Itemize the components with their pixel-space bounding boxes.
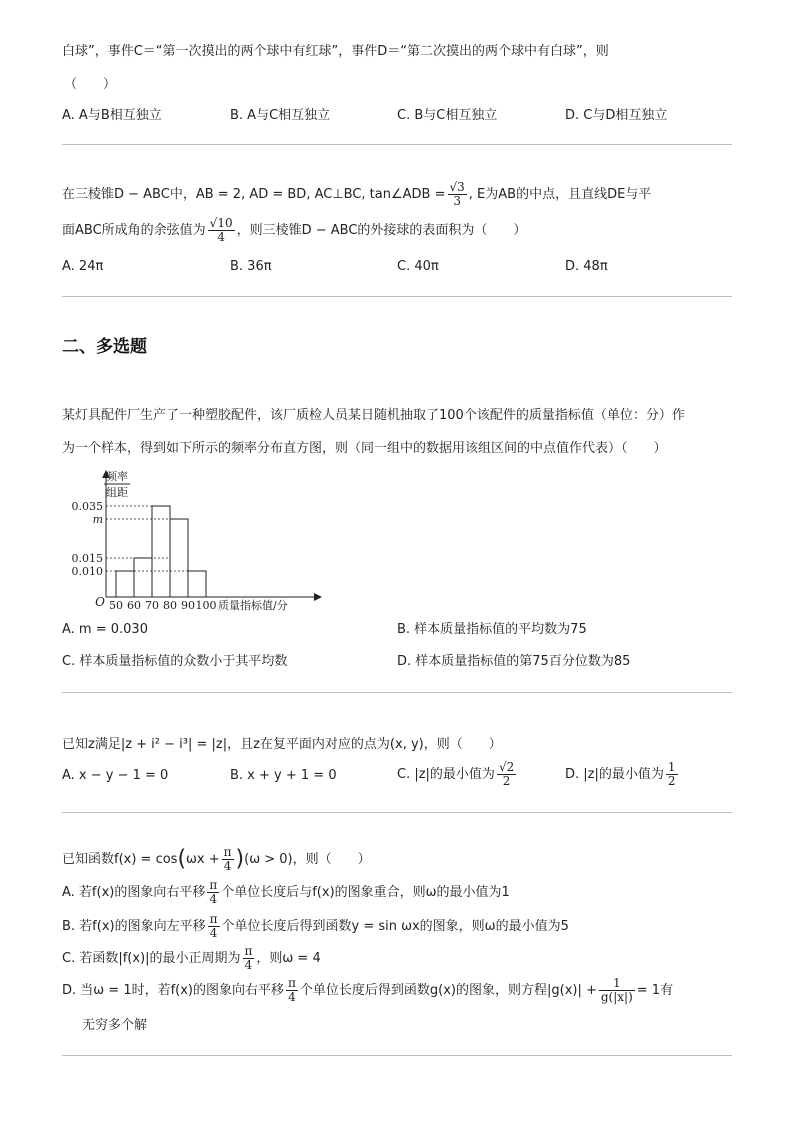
y-tick-label: 0.010: [71, 565, 103, 578]
fraction-denominator: 4: [209, 892, 218, 906]
q2-line2-text-b: ，则三棱锥D − ABC的外接球的表面积为（ ）: [236, 223, 527, 238]
q4-option-c: [397, 761, 518, 788]
q3-option-b: B. 样本质量指标值的平均数为75: [397, 622, 587, 637]
x-tick-label: 50: [109, 599, 123, 612]
pi-over-4-fraction: [243, 945, 255, 972]
x-tick-label: 90: [181, 599, 195, 612]
q4-option-d: [565, 761, 680, 788]
y-label-bottom: 组距: [106, 486, 128, 499]
fraction-numerator: 1: [599, 977, 635, 991]
y-label-top: 频率: [106, 470, 128, 483]
x-tick-label: 80: [163, 599, 177, 612]
q2-line1: [62, 181, 651, 208]
x-tick-label: 70: [145, 599, 159, 612]
fraction-denominator: g(|x|): [600, 990, 633, 1004]
q2-line2: [62, 217, 526, 244]
q3-option-a: A. m = 0.030: [62, 622, 148, 637]
q5-option-b: [62, 913, 569, 940]
q5-option-d-text-2: 个单位长度后得到函数g(x)的图象，则方程|g(x)| +: [299, 983, 597, 998]
q1-option-a: A. A与B相互独立: [62, 108, 162, 123]
q5-option-c-text-1: C. 若函数|f(x)|的最小正周期为: [62, 951, 241, 966]
histogram-bar: [170, 519, 188, 597]
fraction-denominator: 4: [209, 926, 218, 940]
q4-option-a: A. x − y − 1 = 0: [62, 768, 169, 783]
divider: [62, 812, 732, 813]
q1-option-b: B. A与C相互独立: [230, 108, 331, 123]
q2-line2-text-a: 面ABC所成角的余弦值为: [62, 223, 206, 238]
fraction-numerator: √2: [498, 760, 515, 774]
section-title: 二、多选题: [62, 337, 147, 357]
frequency-histogram: [71, 466, 330, 616]
q1-paren: （ ）: [64, 77, 117, 92]
right-paren: ): [235, 846, 245, 872]
q2-option-b: B. 36π: [230, 259, 272, 274]
q5-option-d: [62, 977, 673, 1004]
x-axis-label: 质量指标值/分: [218, 599, 288, 612]
q5-stem-inner: ωx +: [186, 852, 220, 867]
q5-option-d-text-3: = 1有: [636, 983, 674, 998]
histogram-bar: [152, 506, 170, 597]
fraction-numerator: √10: [209, 216, 233, 230]
q3-line1: 某灯具配件厂生产了一种塑胶配件，该厂质检人员某日随机抽取了100个该配件的质量指标值（单位：分）作: [62, 408, 685, 423]
q5-option-d-line2: 无穷多个解: [82, 1018, 148, 1033]
q2-option-c: C. 40π: [397, 259, 439, 274]
q5-option-c-text-2: ，则ω = 4: [256, 951, 321, 966]
pi-over-4-fraction: [208, 913, 220, 940]
divider: [62, 144, 732, 145]
q2-fraction-sqrt10-over-4: [208, 217, 235, 244]
q1-stem: 白球”，事件C＝“第一次摸出的两个球中有红球”，事件D＝“第二次摸出的两个球中有白球”，则: [62, 44, 609, 59]
fraction-denominator: 2: [502, 774, 511, 788]
fraction-numerator: π: [209, 878, 218, 892]
pi-over-4-fraction: [286, 977, 298, 1004]
q3-line2: 为一个样本，得到如下所示的频率分布直方图，则（同一组中的数据用该组区间的中点值作代表）（ ）: [62, 441, 667, 456]
q4-option-d-text: D. |z|的最小值为: [565, 767, 664, 782]
left-paren: (: [177, 846, 187, 872]
x-tick-label: 60: [127, 599, 141, 612]
divider: [62, 1055, 732, 1056]
divider: [62, 692, 732, 693]
q4-fraction-sqrt2-over-2: [497, 761, 516, 788]
histogram-bar: [134, 558, 152, 597]
q1-option-c: C. B与C相互独立: [397, 108, 498, 123]
fraction-numerator: √3: [449, 180, 465, 194]
fraction-numerator: 1: [667, 760, 676, 774]
q4-option-c-text: C. |z|的最小值为: [397, 767, 495, 782]
fraction-numerator: π: [223, 845, 232, 859]
q5-stem: [62, 846, 371, 873]
one-over-g-fraction: [599, 977, 635, 1004]
q5-option-a-text-1: A. 若f(x)的图象向右平移: [62, 885, 206, 900]
q2-option-a: A. 24π: [62, 259, 104, 274]
fraction-numerator: π: [209, 912, 218, 926]
fraction-denominator: 3: [453, 194, 461, 208]
y-tick-label: 0.035: [71, 500, 103, 513]
y-tick-label: 0.015: [71, 552, 103, 565]
q5-option-b-text-1: B. 若f(x)的图象向左平移: [62, 919, 206, 934]
x-tick-label: 100: [195, 599, 217, 612]
fraction-denominator: 4: [244, 958, 253, 972]
y-tick-label: m: [92, 513, 103, 526]
q5-option-d-text-1: D. 当ω = 1时，若f(x)的图象向右平移: [62, 983, 285, 998]
q2-line1-text-b: , E为AB的中点，且直线DE与平: [468, 187, 652, 202]
q5-option-a: [62, 879, 510, 906]
q4-fraction-1-over-2: [666, 761, 678, 788]
q2-line1-text-a: 在三棱锥D − ABC中，AB = 2, AD = BD, AC⊥BC, tan∠ADB =: [62, 187, 446, 202]
q5-stem-text-b: (ω > 0)，则（ ）: [244, 852, 371, 867]
q1-option-d: D. C与D相互独立: [565, 108, 668, 123]
histogram-bar: [116, 571, 134, 597]
q5-fraction-pi-over-4: [222, 846, 234, 873]
fraction-numerator: π: [288, 976, 296, 990]
q3-option-d: D. 样本质量指标值的第75百分位数为85: [397, 654, 631, 669]
q5-stem-text-a: 已知函数f(x) = cos: [62, 852, 178, 867]
fraction-denominator: 4: [223, 859, 232, 873]
q5-option-b-text-2: 个单位长度后得到函数y = sin ωx的图象，则ω的最小值为5: [221, 919, 569, 934]
fraction-numerator: π: [244, 944, 253, 958]
q5-option-c: [62, 945, 321, 972]
fraction-denominator: 4: [288, 990, 296, 1004]
histogram-bar: [188, 571, 206, 597]
q5-option-a-text-2: 个单位长度后与f(x)的图象重合，则ω的最小值为1: [221, 885, 510, 900]
q2-fraction-sqrt3-over-3: [448, 181, 467, 208]
q4-stem: 已知z满足|z + i² − i³| = |z|，且z在复平面内对应的点为(x, y)，则（ ）: [62, 737, 502, 752]
q4-option-b: B. x + y + 1 = 0: [230, 768, 337, 783]
q3-option-c: C. 样本质量指标值的众数小于其平均数: [62, 654, 288, 669]
fraction-denominator: 4: [217, 230, 225, 244]
divider: [62, 296, 732, 297]
q2-option-d: D. 48π: [565, 259, 608, 274]
origin-label: O: [95, 595, 105, 609]
fraction-denominator: 2: [667, 774, 676, 788]
pi-over-4-fraction: [207, 879, 219, 906]
